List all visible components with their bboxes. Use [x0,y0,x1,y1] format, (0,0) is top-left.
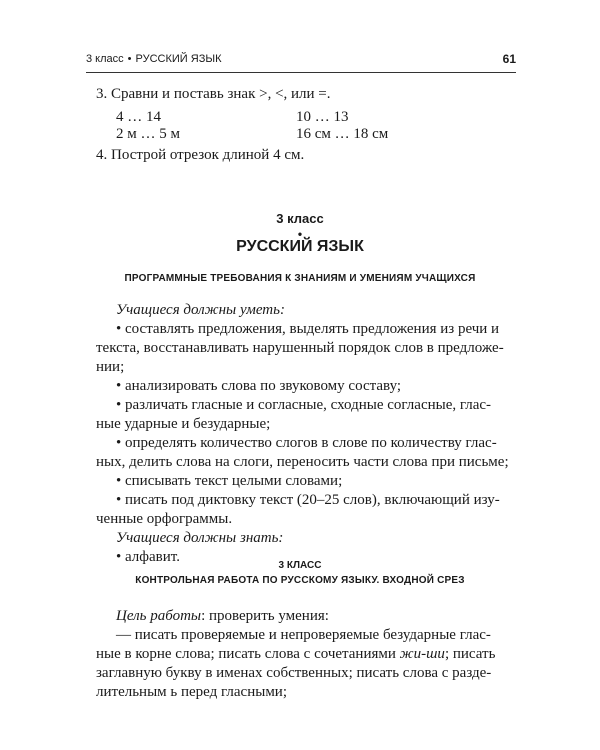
requirement-line: • составлять предложения, выделять предложения из речи и [116,321,500,337]
requirement-line: текста, восстанавливать нарушенный порядок слов в предложе- [96,340,504,356]
comparison-row [116,125,416,142]
header-divider [86,72,516,73]
header-subject: РУССКИЙ ЯЗЫК [135,53,222,65]
comparison-item: 4 … 14 [116,109,161,125]
section2-title: КОНТРОЛЬНАЯ РАБОТА ПО РУССКОМУ ЯЗЫКУ. ВХОДНОЙ СРЕЗ [135,575,465,586]
goal-item-italic: жи-ши [399,646,445,662]
goal-item-part: ; писать [444,646,496,662]
running-header [86,53,516,69]
must-know-item: • алфавит. [116,549,180,565]
goal-item-line: заглавную букву в именах собственных; писать слова с разде- [96,665,492,681]
header-bullet: • [127,53,132,65]
requirement-line: • определять количество слогов в слове по количеству глас- [116,435,497,451]
requirements-text [96,301,511,567]
comparison-row [116,108,416,125]
requirement-line: ные ударные и безударные; [96,416,271,432]
section-subtitle: ПРОГРАММНЫЕ ТРЕБОВАНИЯ К ЗНАНИЯМ И УМЕНИЯМ УЧАЩИХСЯ [124,273,476,284]
goal-item-line: лительным ь перед гласными; [96,684,288,700]
must-know-heading: Учащиеся должны знать: [116,530,284,546]
section-bullet: • [297,227,303,241]
goal-item-line: — писать проверяемые и непроверяемые безударные глас- [116,627,491,643]
section-title: РУССКИЙ ЯЗЫК [236,238,364,255]
goal-text: : проверить умения: [201,608,329,624]
requirement-line: ченные орфограммы. [96,511,233,527]
task-4: 4. Построй отрезок длиной 4 см. [96,147,305,163]
must-do-heading: Учащиеся должны уметь: [116,302,285,318]
section-grade: 3 класс [276,211,324,226]
goal-item-line [96,645,511,664]
comparison-item: 10 … 13 [296,109,349,125]
test-description [96,607,511,702]
task-3: 3. Сравни и поставь знак >, <, или =. [96,86,331,102]
goal-item-part: ные в корне слова; писать слова с сочетаниями [96,646,400,662]
comparison-item: 16 см … 18 см [296,126,389,142]
comparison-grid [116,108,416,142]
requirement-line: • различать гласные и согласные, сходные согласные, глас- [116,397,492,413]
requirement-line: • писать под диктовку текст (20–25 слов), включающий изу- [116,492,500,508]
section2-grade: 3 КЛАСС [278,560,322,571]
requirement-line: • анализировать слова по звуковому составу; [116,378,402,394]
comparison-item: 2 м … 5 м [116,126,180,142]
goal-line [96,607,511,626]
header-grade: 3 класс [86,53,124,65]
page-number: 61 [502,52,516,66]
requirement-line: ных, делить слова на слоги, переносить части слова при письме; [96,454,509,470]
requirement-line: • списывать текст целыми словами; [116,473,343,489]
requirement-line: нии; [96,359,125,375]
header-left [86,53,222,65]
goal-label: Цель работы [116,608,202,624]
